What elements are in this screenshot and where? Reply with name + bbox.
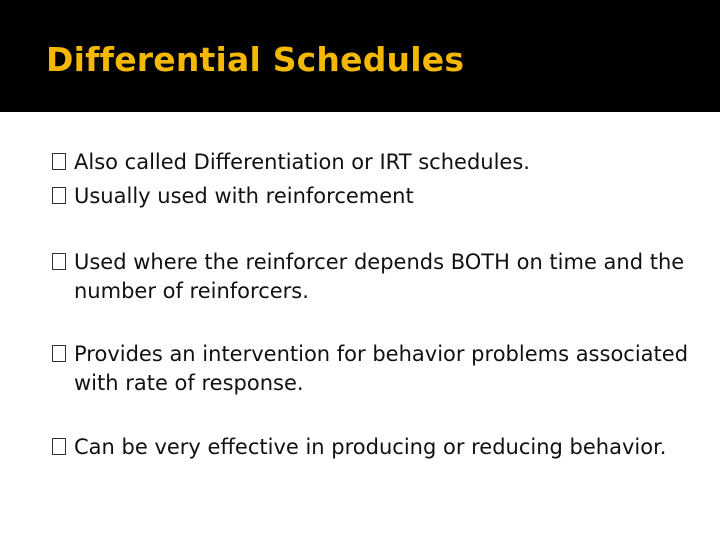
bullet-text: Can be very effective in producing or reducing behavior. (74, 435, 667, 459)
missing-glyph-box-icon (52, 253, 66, 270)
bullet-text: Usually used with reinforcement (74, 184, 414, 208)
bullet-item (52, 248, 692, 306)
bullet-item (52, 433, 692, 462)
bullet-item (52, 340, 692, 398)
bullet-text: Used where the reinforcer depends BOTH on time and the number of reinforcers. (74, 250, 685, 303)
bullet-text: Also called Differentiation or IRT schedules. (74, 150, 530, 174)
slide-title: Differential Schedules (46, 40, 465, 79)
bullet-text: Provides an intervention for behavior problems associated with rate of response. (74, 342, 689, 395)
missing-glyph-box-icon (52, 438, 66, 455)
missing-glyph-box-icon (52, 345, 66, 362)
bullet-item (52, 148, 692, 177)
missing-glyph-box-icon (52, 153, 66, 170)
missing-glyph-box-icon (52, 187, 66, 204)
bullet-item (52, 182, 692, 211)
